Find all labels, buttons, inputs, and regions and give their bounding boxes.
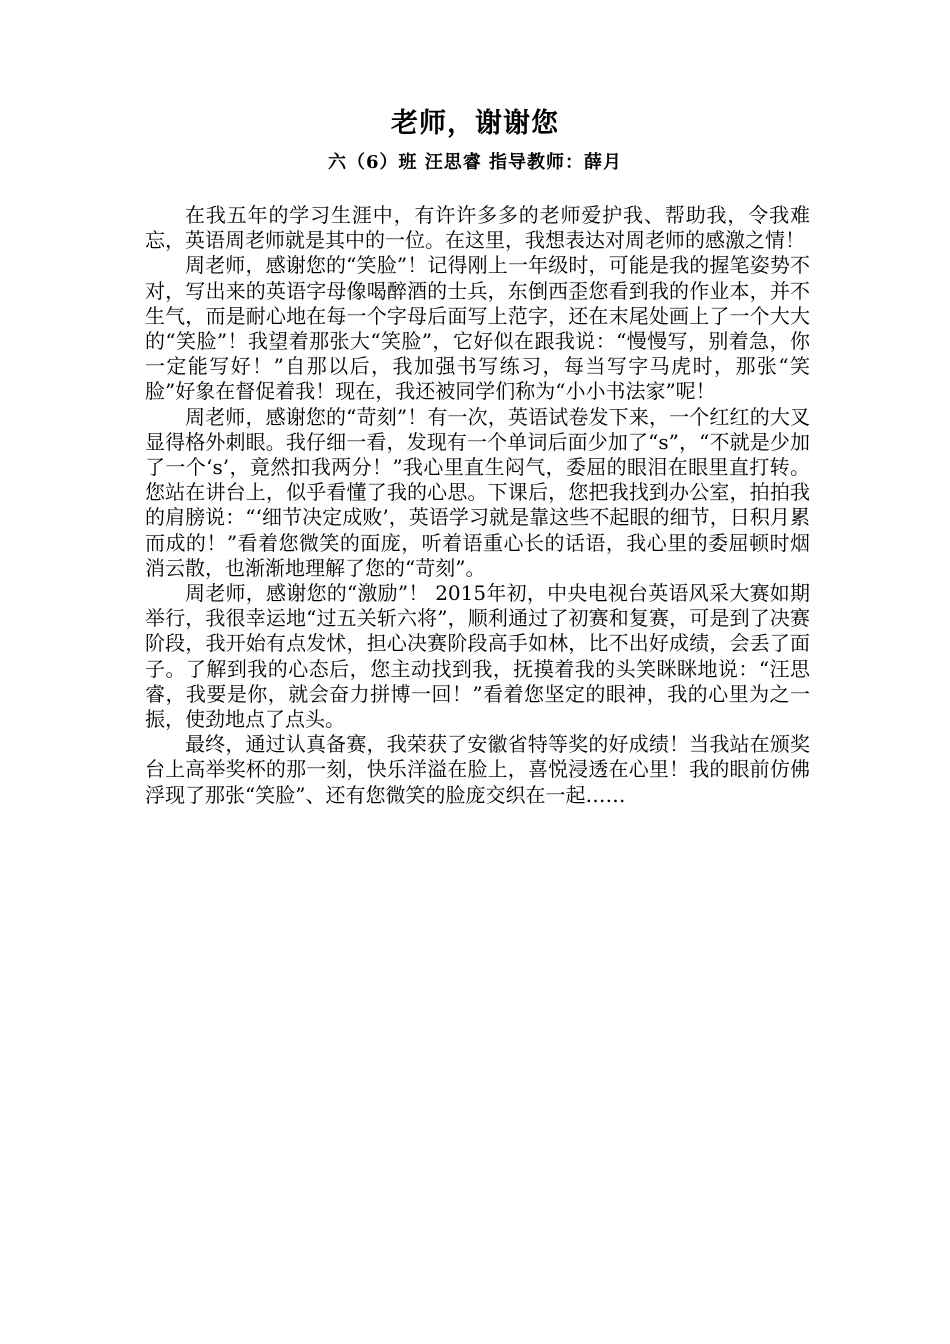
paragraph: 周老师，感谢您的“激励”！ 2015年初，中央电视台英语风采大赛如期举行，我很幸运地“过五关斩六将”，顺利通过了初赛和复赛，可是到了决赛阶段，我开始有点发怵，担心决赛阶段高手如林，比不出好成绩，会丢了面子。了解到我的心态后，您主动找到我，抚摸着我的头笑眯眯地说：“汪思睿，我要是你，就会奋力拼博一回！”看着您坚定的眼神，我的心里为之一振，使劲地点了点头。 [145,581,810,732]
page-title: 老师，谢谢您 [391,108,559,139]
paragraph: 周老师，感谢您的“笑脸”！记得刚上一年级时，可能是我的握笔姿势不对，写出来的英语字母像喝醉酒的士兵，东倒西歪您看到我的作业本，并不生气，而是耐心地在每一个字母后面写上范字，还在末尾处画上了一个大大的“笑脸”！我望着那张大“笑脸”，它好似在跟我说：“慢慢写，别着急，你一定能写好！”自那以后，我加强书写练习，每当写字马虎时，那张“笑脸”好象在督促着我！现在，我还被同学们称为“小小书法家”呢！ [145,253,810,404]
author-byline: 六（6）班 汪思睿 指导教师：薛月 [327,152,623,173]
article-body [145,203,810,808]
paragraph: 最终，通过认真备赛，我荣获了安徽省特等奖的好成绩！当我站在颁奖台上高举奖杯的那一刻，快乐洋溢在脸上，喜悦浸透在心里！我的眼前仿佛浮现了那张“笑脸”、还有您微笑的脸庞交织在一起…… [145,732,810,807]
paragraph: 周老师，感谢您的“苛刻”！有一次，英语试卷发下来，一个红红的大叉显得格外刺眼。我仔细一看，发现有一个单词后面少加了“s”，“不就是少加了一个‘s’，竟然扣我两分！”我心里直生闷气，委屈的眼泪在眼里直打转。您站在讲台上，似乎看懂了我的心思。下课后，您把我找到办公室，拍拍我的肩膀说：“‘细节决定成败’，英语学习就是靠这些不起眼的细节，日积月累而成的！”看着您微笑的面庞，听着语重心长的话语，我心里的委屈顿时烟消云散，也渐渐地理解了您的“苛刻”。 [145,404,810,580]
paragraph: 在我五年的学习生涯中，有许许多多的老师爱护我、帮助我，令我难忘，英语周老师就是其中的一位。在这里，我想表达对周老师的感激之情！ [145,203,810,253]
